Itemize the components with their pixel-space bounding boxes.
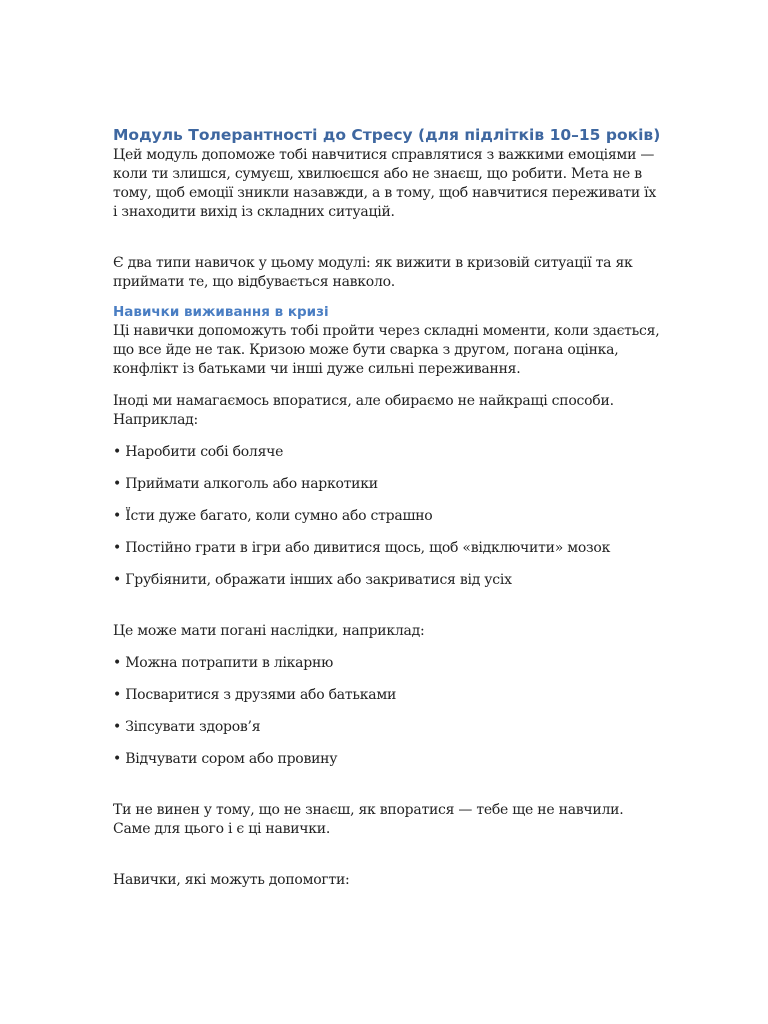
document-page [113, 124, 661, 890]
list-item: • Наробити собі боляче [113, 444, 284, 460]
consequences-intro: Це може мати погані наслідки, наприклад: [113, 623, 425, 639]
section-title-crisis-survival: Навички виживання в кризі [113, 304, 329, 320]
not-guilty-paragraph: Ти не винен у тому, що не знаєш, як впоратися — тебе ще не навчили. Саме для цього і є ці навички. [113, 802, 624, 837]
intro-paragraph: Цей модуль допоможе тобі навчитися справлятися з важкими емоціями — коли ти злишся, сумуєш, хвилюєшся або не знаєш, що робити. Мета не в тому, щоб емоції зникли назавжди, а в тому, щоб навчитися переживати їх і знаходити вихід із складних ситуацій. [113, 147, 656, 220]
list-item: • Зіпсувати здоров’я [113, 719, 261, 735]
list-item: • Їсти дуже багато, коли сумно або страшно [113, 508, 433, 524]
list-item: • Постійно грати в ігри або дивитися щось, щоб «відключити» мозок [113, 540, 611, 556]
helpful-skills-intro: Навички, які можуть допомогти: [113, 872, 350, 888]
document-title: Модуль Толерантності до Стресу (для підлітків 10–15 років) [113, 126, 661, 144]
list-item: • Грубіянити, ображати інших або закриватися від усіх [113, 572, 512, 588]
bad-ways-intro: Іноді ми намагаємось впоратися, але обираємо не найкращі способи. Наприклад: [113, 393, 614, 428]
list-item: • Посваритися з друзями або батьками [113, 687, 397, 703]
list-item: • Приймати алкоголь або наркотики [113, 476, 378, 492]
list-item: • Відчувати сором або провину [113, 751, 338, 767]
skill-types-paragraph: Є два типи навичок у цьому модулі: як вижити в кризовій ситуації та як приймати те, що відбувається навколо. [113, 255, 633, 290]
list-item: • Можна потрапити в лікарню [113, 655, 334, 671]
section-intro-paragraph: Ці навички допоможуть тобі пройти через складні моменти, коли здається, що все йде не так. Кризою може бути сварка з другом, погана оцінка, конфлікт із батьками чи інші дуже сильні переживання. [113, 323, 660, 377]
